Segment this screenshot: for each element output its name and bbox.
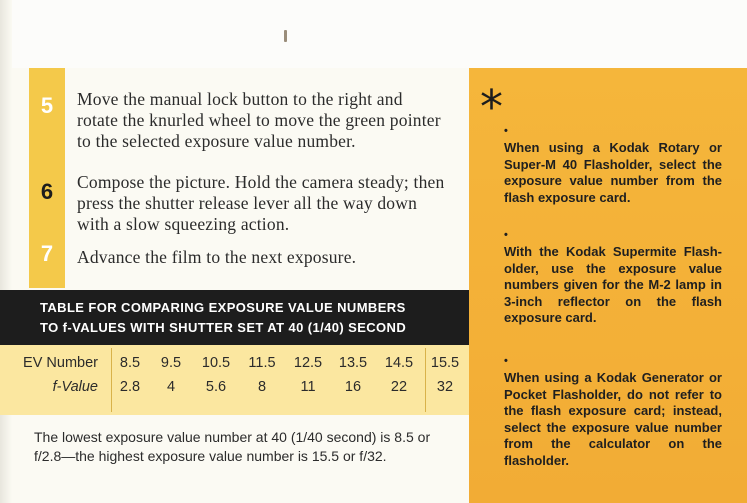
f-value-label: f-Value [52,379,98,395]
step-5-text: Move the manual lock button to the right and rotate the knurled wheel to move the green pointer to the selected exposure value number. [77,89,441,151]
f-value-row [0,379,469,401]
flash-note-text: When using a Kodak Generator or Pocket Flasholder, do not refer to the flash exposure card; instead, select the exposure value number from the calculator on the flasholder. [504,370,722,468]
ev-cell: 11.5 [248,355,276,371]
flash-note-supermite [504,228,722,327]
ev-cell: 14.5 [384,355,414,371]
ev-cell: 9.5 [160,355,182,371]
f-cell: 11 [300,379,316,395]
f-cell: 22 [390,379,408,395]
bullet-icon: • [504,229,508,241]
table-title-line-2: TO f-VALUES WITH SHUTTER SET AT 40 (1/40) SECOND [40,320,407,335]
flash-note-generator [504,354,722,469]
step-6-text: Compose the picture. Hold the camera steady; then press the shutter release lever all the way down with a slow squeezing action. [77,172,445,234]
f-cell: 8 [257,379,267,395]
bullet-icon: • [504,125,508,137]
f-cell: 16 [344,379,362,395]
f-cell: 5.6 [205,379,227,395]
flash-note-text: With the Kodak Supermite Flash-older, use the exposure value numbers given for the M-2 lamp in 3-inch reflector on the flash exposure card. [504,244,722,325]
f-cell: 2.8 [119,379,141,395]
ev-cell: 12.5 [293,355,323,371]
f-cell: 32 [436,379,454,395]
bullet-icon: • [504,355,508,367]
exposure-range-note: The lowest exposure value number at 40 (1/40 second) is 8.5 or f/2.8—the highest exposure value number is 15.5 or f/32. [34,429,431,464]
ev-cell: 10.5 [201,355,231,371]
table-title [0,290,469,345]
ev-cell: 8.5 [119,355,141,371]
ev-cell: 15.5 [430,355,460,371]
ev-cell: 13.5 [338,355,368,371]
asterisk-mark: * [480,80,503,134]
step-number-7: 7 [40,241,54,266]
page-top-margin [0,0,747,68]
page-mark [284,30,287,42]
ev-number-label: EV Number [23,355,98,371]
flash-note-text: When using a Kodak Rotary or Super-M 40 Flasholder, select the exposure value number from the flash exposure card. [504,140,722,205]
flash-note-rotary [504,124,722,206]
step-number-5: 5 [40,93,54,118]
f-cell: 4 [166,379,176,395]
step-7-text: Advance the film to the next exposure. [77,247,357,267]
page-gutter-shadow [0,0,12,503]
table-title-line-1: TABLE FOR COMPARING EXPOSURE VALUE NUMBERS [40,300,406,315]
ev-number-row [0,355,469,377]
step-number-6: 6 [40,179,54,204]
